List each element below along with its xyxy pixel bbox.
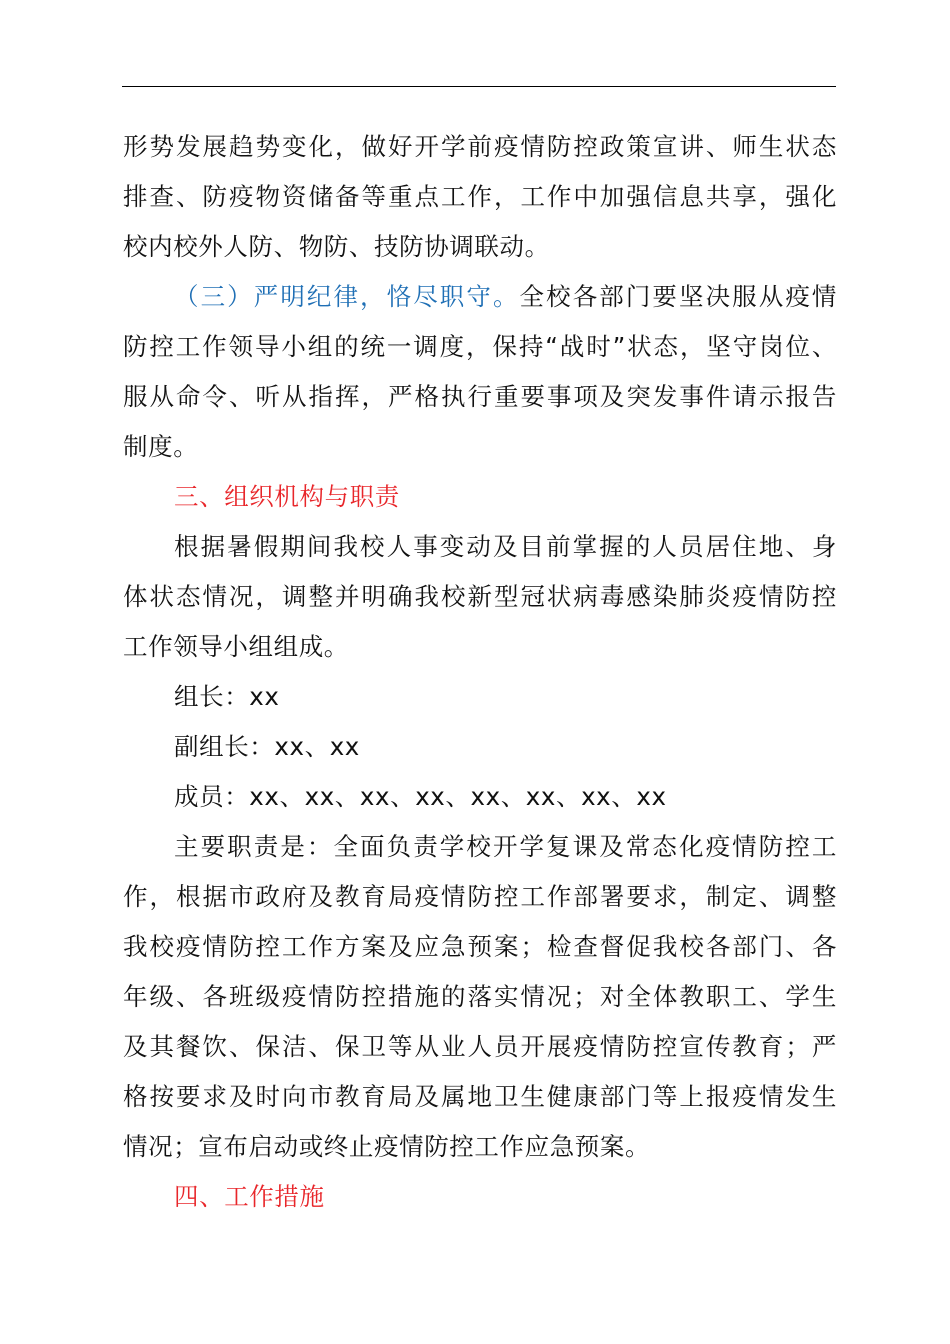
text-line: 防控工作领导小组的统一调度，保持“战时”状态，坚守岗位、 — [123, 332, 837, 361]
text-line: 格按要求及时向市教育局及属地卫生健康部门等上报疫情发生 — [123, 1082, 837, 1111]
deputy-leader-line: 副组长：xx、xx — [174, 732, 360, 761]
text-line: 工作领导小组组成。 — [123, 632, 349, 661]
paragraph-organization — [123, 522, 837, 672]
text-line: 情况；宣布启动或终止疫情防控工作应急预案。 — [123, 1132, 651, 1161]
document-body — [123, 122, 837, 1222]
text-line: 作，根据市政府及教育局疫情防控工作部署要求，制定、调整 — [123, 882, 837, 911]
text-segment: 全校各部门要坚决服从疫情 — [519, 282, 837, 311]
header-rule — [122, 86, 836, 87]
text-line: 制度。 — [123, 432, 199, 461]
text-line: 年级、各班级疫情防控措施的落实情况；对全体教职工、学生 — [123, 982, 837, 1011]
leader-line: 组长：xx — [174, 682, 280, 711]
members-line: 成员：xx、xx、xx、xx、xx、xx、xx、xx — [174, 782, 667, 811]
text-line: 形势发展趋势变化，做好开学前疫情防控政策宣讲、师生状态 — [123, 132, 837, 161]
section-heading-organization: 三、组织机构与职责 — [174, 482, 400, 511]
text-line: 校内校外人防、物防、技防协调联动。 — [123, 232, 550, 261]
subsection-heading-discipline: （三）严明纪律，恪尽职守。 — [174, 282, 520, 311]
paragraph-responsibilities — [123, 822, 837, 1172]
text-line — [123, 272, 837, 322]
paragraph-discipline — [123, 272, 837, 472]
text-line: 及其餐饮、保洁、保卫等从业人员开展疫情防控宣传教育；严 — [123, 1032, 837, 1061]
text-line: 体状态情况，调整并明确我校新型冠状病毒感染肺炎疫情防控 — [123, 582, 837, 611]
text-line: 我校疫情防控工作方案及应急预案；检查督促我校各部门、各 — [123, 932, 837, 961]
text-line: 主要职责是：全面负责学校开学复课及常态化疫情防控工 — [174, 832, 837, 861]
text-line: 服从命令、听从指挥，严格执行重要事项及突发事件请示报告 — [123, 382, 837, 411]
section-heading-measures: 四、工作措施 — [174, 1182, 325, 1211]
paragraph-prevention-coordination — [123, 122, 837, 272]
text-line: 排查、防疫物资储备等重点工作，工作中加强信息共享，强化 — [123, 182, 837, 211]
text-line: 根据暑假期间我校人事变动及目前掌握的人员居住地、身 — [174, 532, 837, 561]
